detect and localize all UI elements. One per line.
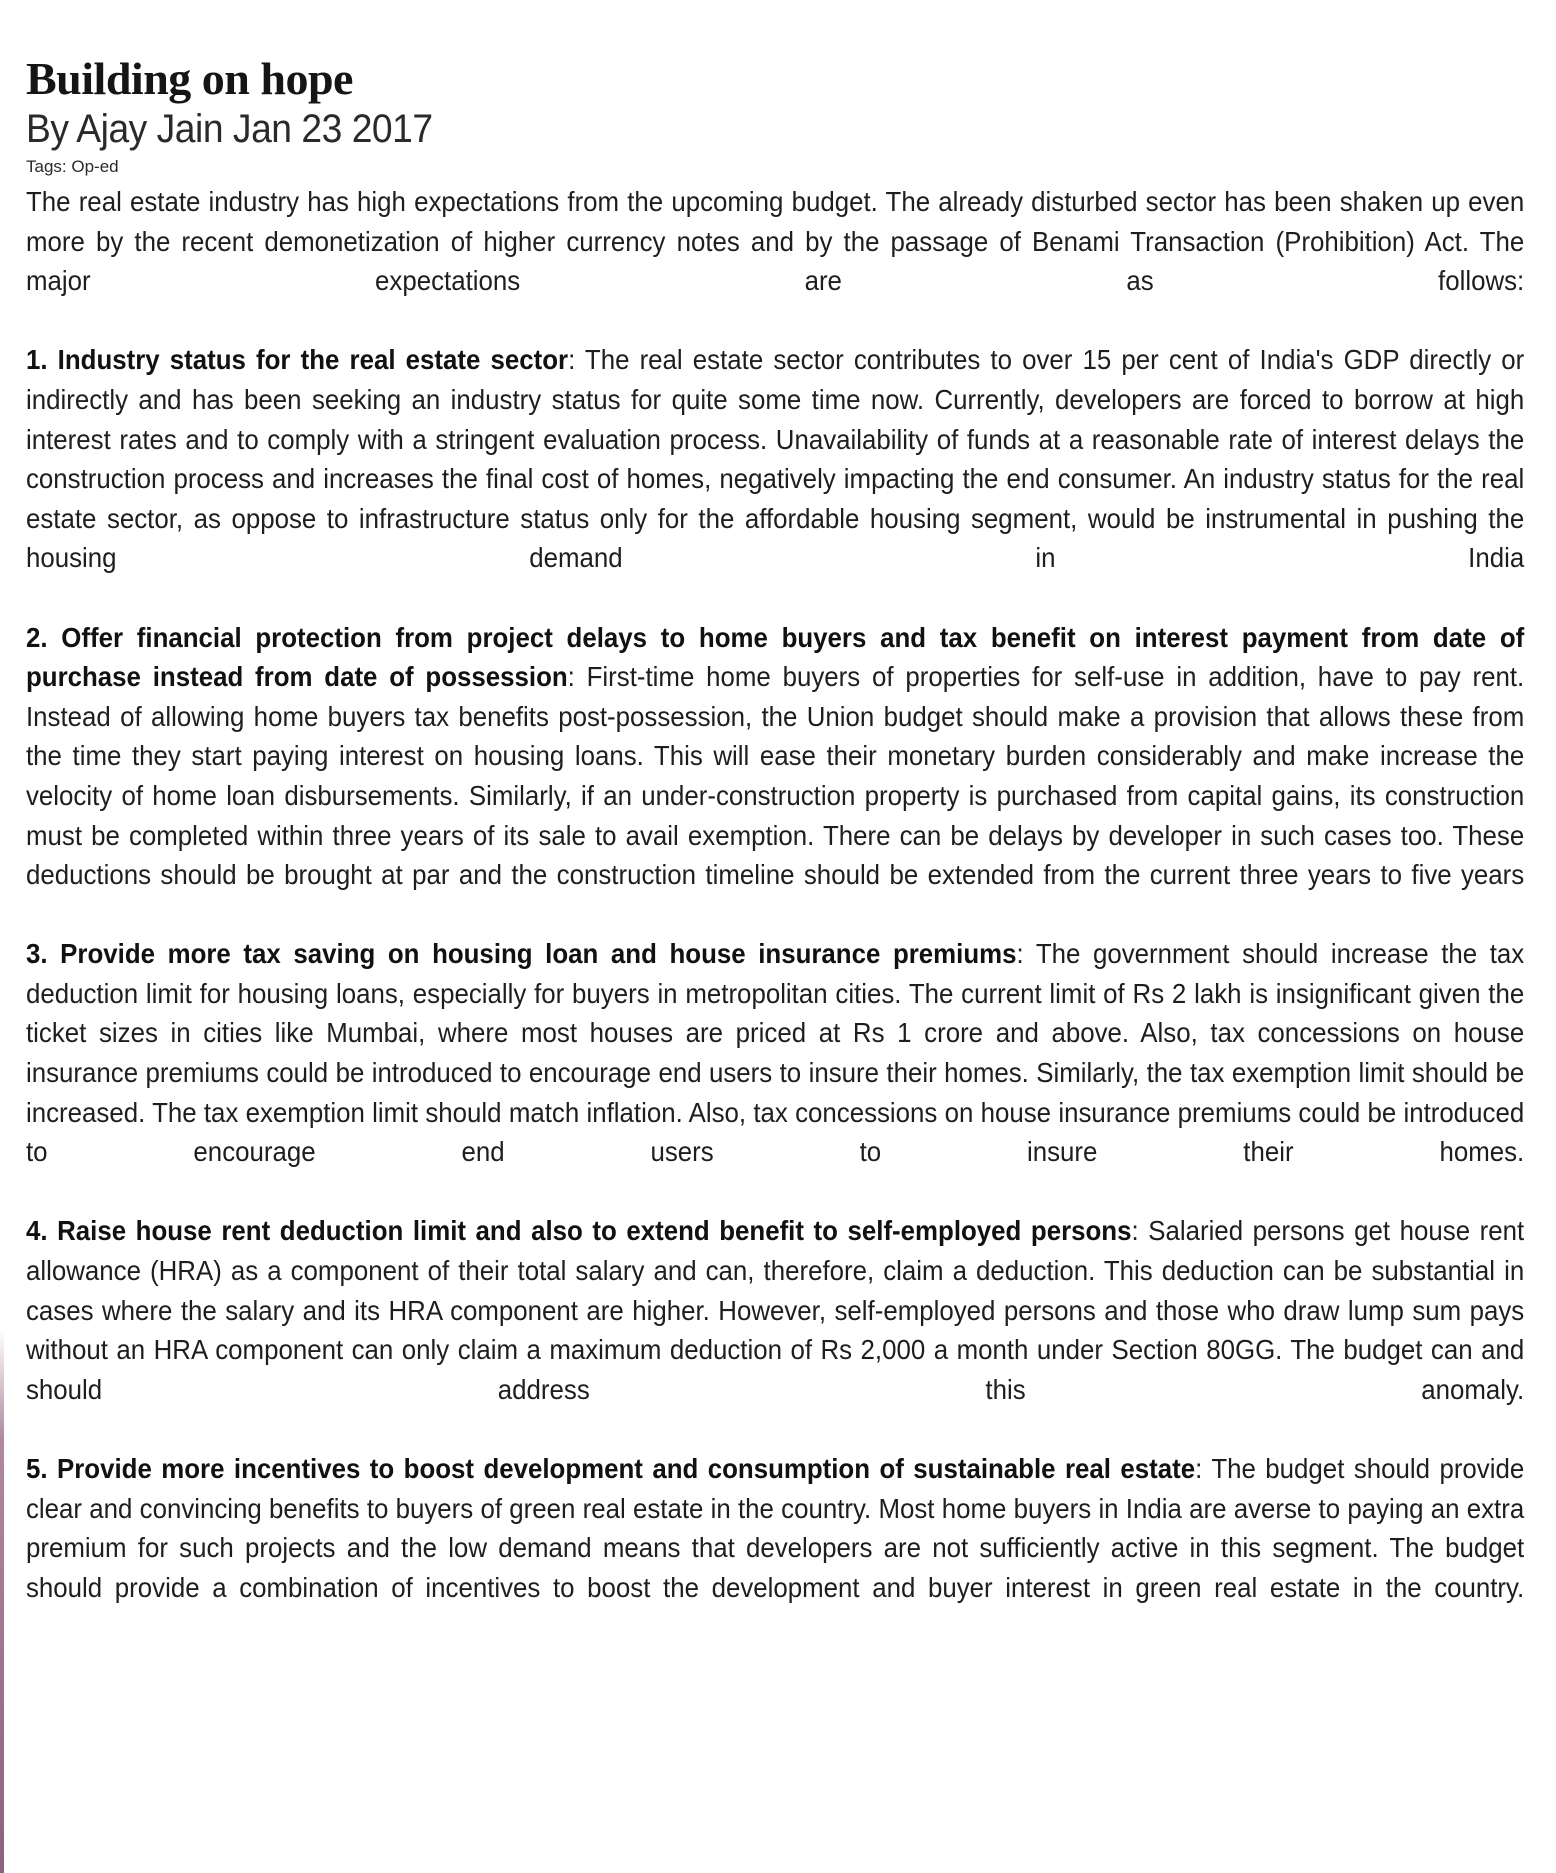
point-2-body: : First-time home buyers of properties for self-use in addition, have to pay rent. Instead of allowing home buyers tax benefits post-possession, the Union budget should make a provision that allows these from the time they start paying interest on housing loans. This will ease their monetary burden considerably and make increase the velocity of home loan disbursements. Similarly, if an under-construction property is purchased from capital gains, its construction must be completed within three years of its sale to avail exemption. There can be delays by developer in such cases too. These deductions should be brought at par and the construction timeline should be extended from the current three years to five years <box>26 661 1525 891</box>
point-1 <box>26 340 1524 578</box>
point-2 <box>26 618 1524 895</box>
point-1-body: : The real estate sector contributes to over 15 per cent of India's GDP directly or indirectly and has been seeking an industry status for quite some time now. Currently, developers are forced to borrow at high interest rates and to comply with a stringent evaluation process. Unavailability of funds at a reasonable rate of interest delays the construction process and increases the final cost of homes, negatively impacting the end consumer. An industry status for the real estate sector, as oppose to infrastructure status only for the affordable housing segment, would be instrumental in pushing the housing demand in India <box>26 344 1525 574</box>
point-3-heading: 3. Provide more tax saving on housing loan and house insurance premiums <box>26 938 1017 970</box>
point-4-body: : Salaried persons get house rent allowance (HRA) as a component of their total salary and can, therefore, claim a deduction. This deduction can be substantial in cases where the salary and its HRA component are higher. However, self-employed persons and those who draw lump sum pays without an HRA component can only claim a maximum deduction of Rs 2,000 a month under Section 80GG. The budget can and should address this anomaly. <box>26 1215 1525 1405</box>
point-5 <box>26 1449 1524 1607</box>
article <box>26 52 1524 1647</box>
point-3 <box>26 934 1524 1172</box>
point-4-heading: 4. Raise house rent deduction limit and also to extend benefit to self-employed persons <box>26 1215 1132 1247</box>
intro-paragraph: The real estate industry has high expectations from the upcoming budget. The already disturbed sector has been shaken up even more by the recent demonetization of higher currency notes and by the passage of Benami Transaction (Prohibition) Act. The major expectations are as follows: <box>26 186 1525 297</box>
article-byline: By Ajay Jain Jan 23 2017 <box>26 107 433 151</box>
point-1-heading: 1. Industry status for the real estate sector <box>26 344 569 376</box>
point-2-heading: 2. Offer financial protection from project delays to home buyers and tax benefit on interest payment from date of purchase instead from date of possession <box>26 621 1525 693</box>
point-4 <box>26 1211 1524 1409</box>
point-5-heading: 5. Provide more incentives to boost development and consumption of sustainable real estate <box>26 1453 1196 1484</box>
scan-edge-artifact <box>0 1330 4 1873</box>
point-5-body: : The budget should provide clear and convincing benefits to buyers of green real estate in the country. Most home buyers in India are averse to paying an extra premium for such projects and the low demand means that developers are not sufficiently active in this segment. The budget should provide a combination of incentives to boost the development and buyer interest in green real estate in the country. <box>26 1453 1525 1603</box>
article-tags: Tags: Op-ed <box>26 157 119 176</box>
point-3-body: : The government should increase the tax deduction limit for housing loans, especially for buyers in metropolitan cities. The current limit of Rs 2 lakh is insignificant given the ticket sizes in cities like Mumbai, where most houses are priced at Rs 1 crore and above. Also, tax concessions on house insurance premiums could be introduced to encourage end users to insure their homes. Similarly, the tax exemption limit should be increased. The tax exemption limit should match inflation. Also, tax concessions on house insurance premiums could be introduced to encourage end users to insure their homes. <box>26 938 1525 1168</box>
article-title: Building on hope <box>26 53 353 104</box>
